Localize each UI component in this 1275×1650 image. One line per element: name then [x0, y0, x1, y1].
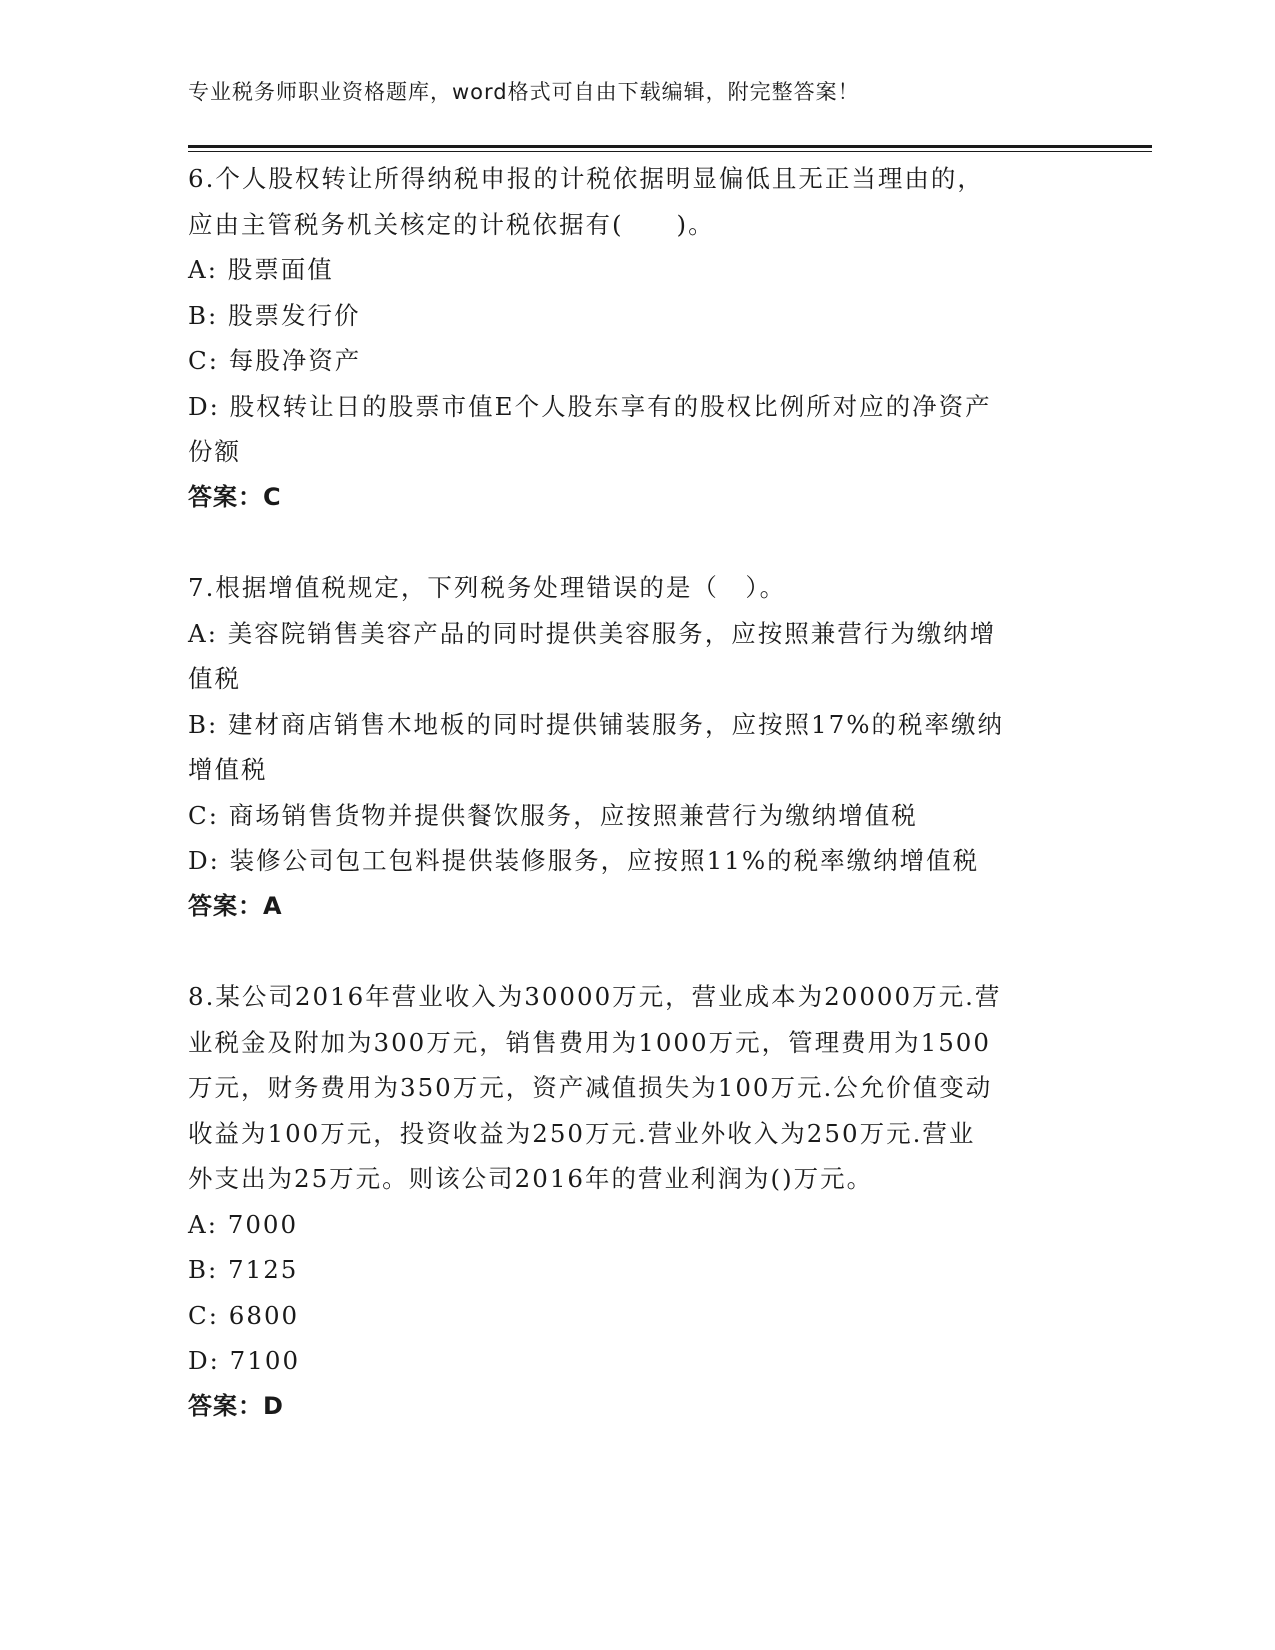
option-d: D: 股权转让日的股票市值E个人股东享有的股权比例所对应的净资产 [188, 391, 992, 421]
option-b: B: 7125 [188, 1255, 299, 1284]
question-stem: 外支出为25万元。则该公司2016年的营业利润为()万元。 [188, 1164, 874, 1193]
option-a: A: 股票面值 [188, 255, 334, 284]
answer-label: 答案：C [188, 482, 282, 511]
option-b: B: 建材商店销售木地板的同时提供铺装服务，应按照17%的税率缴纳 [188, 709, 1004, 739]
question-stem: 8.某公司2016年营业收入为30000万元，营业成本为20000万元.营 [188, 982, 1002, 1011]
option-d: D: 7100 [188, 1346, 301, 1375]
answer-label: 答案：A [188, 891, 283, 920]
question-stem: 6.个人股权转让所得纳税申报的计税依据明显偏低且无正当理由的， [188, 164, 984, 193]
option-a: A: 美容院销售美容产品的同时提供美容服务，应按照兼营行为缴纳增 [188, 618, 997, 648]
option-c: C: 每股净资产 [188, 346, 362, 375]
question-stem: 7.根据增值税规定，下列税务处理错误的是（ ）。 [188, 573, 787, 602]
option-c: C: 商场销售货物并提供餐饮服务，应按照兼营行为缴纳增值税 [188, 800, 918, 830]
option-a: A: 7000 [188, 1209, 299, 1239]
question-6 [188, 156, 1078, 520]
question-stem: 业税金及附加为300万元，销售费用为1000万元，管理费用为1500 [188, 1027, 991, 1057]
question-7 [188, 565, 1078, 929]
option-b-continued: 增值税 [188, 755, 268, 784]
question-8 [188, 974, 1078, 1429]
option-a-continued: 值税 [188, 664, 241, 693]
option-b: B: 股票发行价 [188, 300, 361, 330]
header-divider [188, 145, 1152, 148]
question-stem: 收益为100万元，投资收益为250万元.营业外收入为250万元.营业 [188, 1118, 976, 1148]
question-stem: 万元，财务费用为350万元，资产减值损失为100万元.公允价值变动 [188, 1073, 993, 1102]
option-d: D: 装修公司包工包料提供装修服务，应按照11%的税率缴纳增值税 [188, 846, 980, 875]
option-c: C: 6800 [188, 1300, 300, 1330]
option-d-continued: 份额 [188, 437, 241, 466]
answer-label: 答案：D [188, 1391, 284, 1420]
question-stem: 应由主管税务机关核定的计税依据有( )。 [188, 209, 715, 239]
header-divider-thin [188, 151, 1152, 152]
question-list [188, 156, 1078, 1429]
page-header: 专业税务师职业资格题库，word格式可自由下载编辑，附完整答案！ [188, 80, 860, 104]
